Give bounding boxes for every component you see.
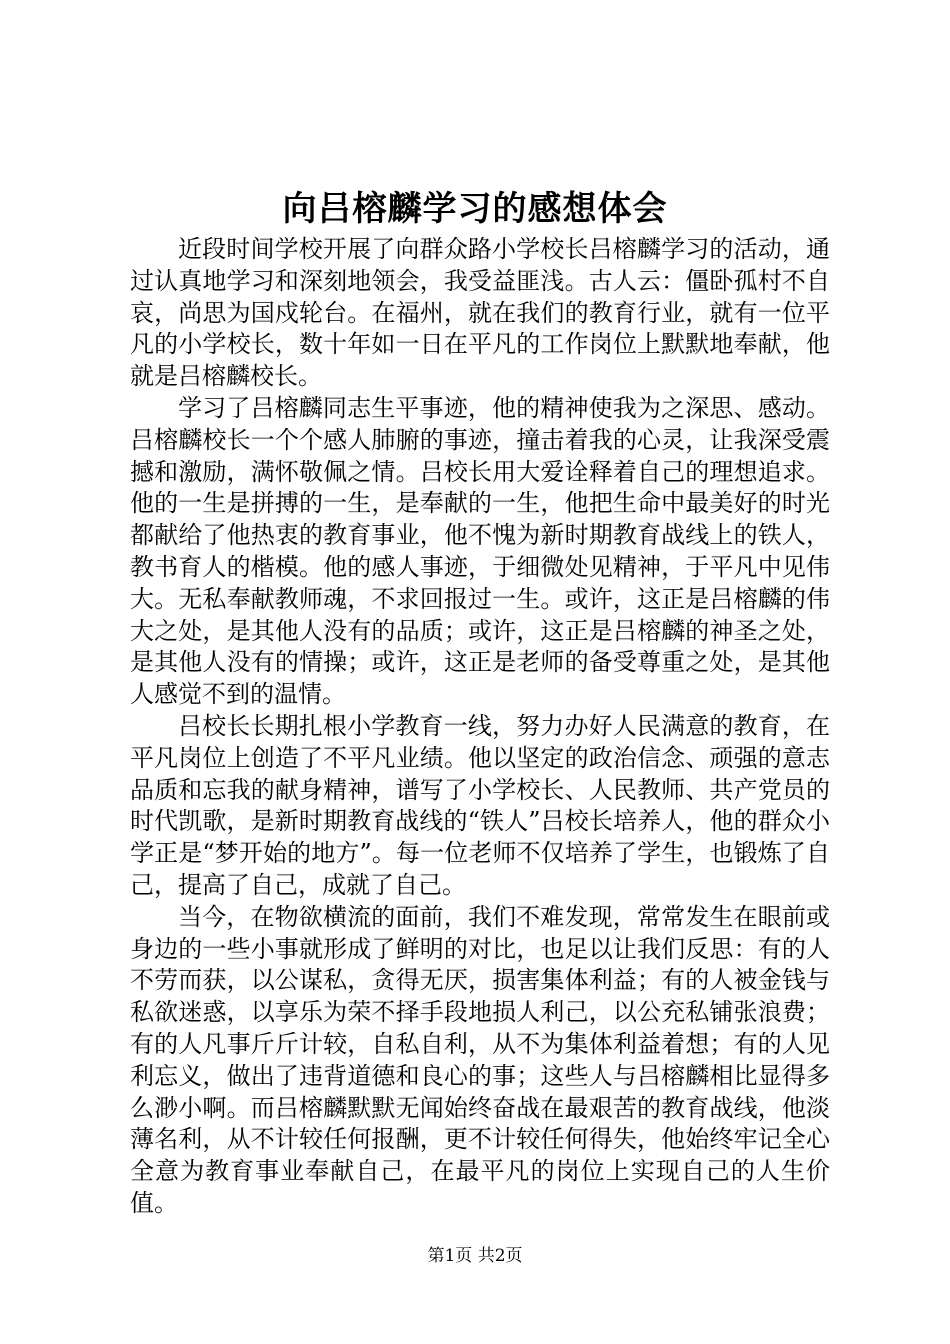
paragraph-2: 学习了吕榕麟同志生平事迹，他的精神使我为之深思、感动。吕榕麟校长一个个感人肺腑的事迹，撞击着我的心灵，让我深受震撼和激励，满怀敬佩之情。吕校长用大爱诠释着自己的理想追求。他的一生是拼搏的一生，是奉献的一生，他把生命中最美好的时光都献给了他热衷的教育事业，他不愧为新时期教育战线上的铁人，教书育人的楷模。他的感人事迹，于细微处见精神，于平凡中见伟大。无私奉献教师魂，不求回报过一生。或许，这正是吕榕麟的伟大之处，是其他人没有的品质；或许，这正是吕榕麟的神圣之处，是其他人没有的情操；或许，这正是老师的备受尊重之处，是其他人感觉不到的温情。 — [130, 393, 830, 709]
paragraph-4: 当今，在物欲横流的面前，我们不难发现，常常发生在眼前或身边的一些小事就形成了鲜明的对比，也足以让我们反思：有的人不劳而获，以公谋私，贪得无厌，损害集体利益；有的人被金钱与私欲迷惑，以享乐为荣不择手段地损人利己，以公充私铺张浪费；有的人凡事斤斤计较，自私自利，从不为集体利益着想；有的人见利忘义，做出了违背道德和良心的事；这些人与吕榕麟相比显得多么渺小啊。而吕榕麟默默无闻始终奋战在最艰苦的教育战线，他淡薄名利，从不计较任何报酬，更不计较任何得失，他始终牢记全心全意为教育事业奉献自己，在最平凡的岗位上实现自己的人生价值。 — [130, 902, 830, 1217]
document-body — [130, 234, 830, 1220]
paragraph-1: 近段时间学校开展了向群众路小学校长吕榕麟学习的活动，通过认真地学习和深刻地领会，我受益匪浅。古人云：僵卧孤村不自哀，尚思为国戍轮台。在福州，就在我们的教育行业，就有一位平凡的小学校长，数十年如一日在平凡的工作岗位上默默地奉献，他就是吕榕麟校长。 — [130, 235, 830, 391]
paragraph-3: 吕校长长期扎根小学教育一线，努力办好人民满意的教育，在平凡岗位上创造了不平凡业绩。他以坚定的政治信念、顽强的意志品质和忘我的献身精神，谱写了小学校长、人民教师、共产党员的时代凯歌，是新时期教育战线的“铁人”吕校长培养人，他的群众小学正是“梦开始的地方”。每一位老师不仅培养了学生，也锻炼了自己，提高了自己，成就了自己。 — [130, 711, 830, 899]
document-title: 向吕榕麟学习的感想体会 — [282, 189, 668, 229]
page-footer: 第1页 共2页 — [427, 1246, 523, 1266]
